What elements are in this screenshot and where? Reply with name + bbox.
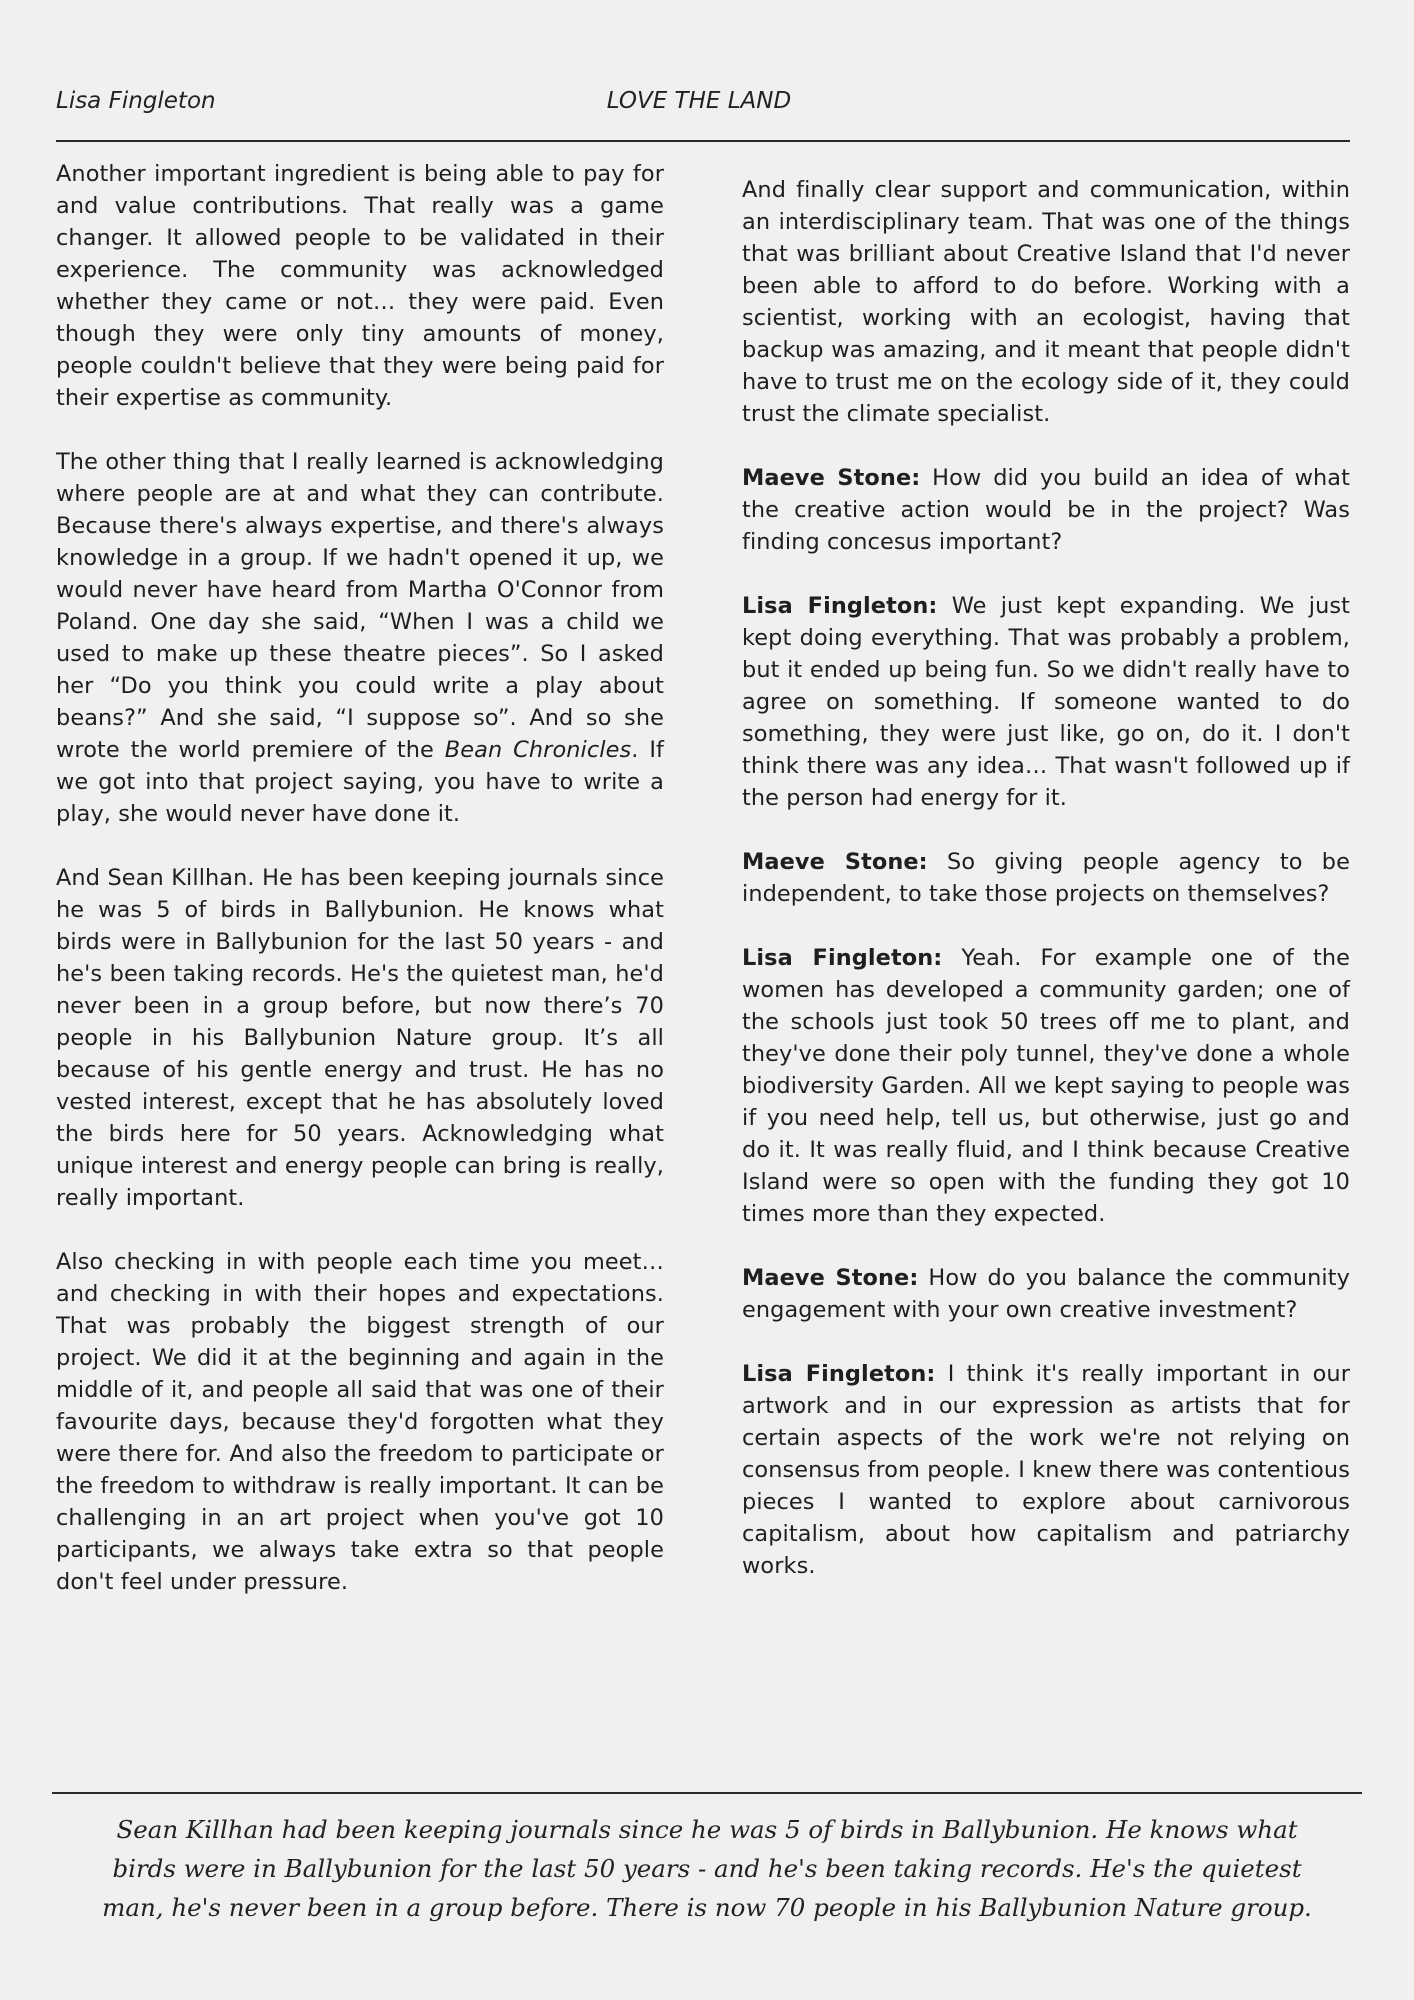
paragraph-text: . If we got into that project saying, you have to write a play, she would never have done it.	[56, 737, 665, 827]
paragraph: Another important ingredient is being able to pay for and value contributions. That really was a game changer. It allowed people to be validated in their experience. The community was acknowledged whether they came or not… they were paid. Even though they were only tiny amounts of money, people couldn't believe that they were being paid for their expertise as community.	[56, 161, 664, 411]
speaker-text: We just kept expanding. We just kept doing everything. That was probably a problem, but it ended up being fun. So we didn't really have to agree on something. If someone wanted to do something, they were just like, go on, do it. I don't think there was any idea… That wasn't followed up if the person had energy for it.	[742, 593, 1351, 811]
speaker-name: Lisa Fingleton:	[742, 1361, 936, 1387]
header-title: LOVE THE LAND	[606, 88, 792, 114]
paragraph: Also checking in with people each time you meet… and checking in with their hopes and expectations. That was probably the biggest strength of our project. We did it at the beginning and again in the middle of it, and people all said that was one of their favourite days, because they'd forgotten what they were there for. And also the freedom to participate or the freedom to withdraw is really important. It can be challenging in an art project when you've got 10 participants, we always take extra so that people don't feel under pressure.	[56, 1249, 664, 1595]
interview-exchange	[742, 846, 1350, 910]
interview-exchange	[742, 1262, 1350, 1326]
speaker-name: Lisa Fingleton:	[742, 593, 938, 619]
speaker-text: I think it's really important in our artwork and in our expression as artists that for certain aspects of the work we're not relying on consensus from people. I knew there was contentious pieces I wanted to explore about carnivorous capitalism, about how capitalism and patriarchy works.	[742, 1361, 1350, 1579]
interview-exchange	[742, 942, 1350, 1230]
interview-exchange	[742, 462, 1350, 558]
page-header	[56, 88, 1350, 124]
interview-exchange	[742, 1358, 1350, 1582]
speaker-text: How did you build an idea of what the creative action would be in the project? Was finding concesus important?	[742, 465, 1350, 555]
right-column	[742, 174, 1350, 1614]
speaker-text: How do you balance the community engagement with your own creative investment?	[742, 1265, 1350, 1323]
play-title: Bean Chronicles	[444, 737, 632, 763]
pull-quote-divider	[52, 1792, 1362, 1794]
paragraph-text: The other thing that I really learned is acknowledging where people are at and what they can contribute. Because there's always expertise, and there's always knowledge in a group. If we hadn't opened it up, we would never have heard from Martha O'Connor from Poland. One day she said, “When I was a child we used to make up these theatre pieces”. So I asked her “Do you think you could write a play about beans?” And she said, “I suppose so”. And so she wrote the world premiere of the	[56, 449, 664, 763]
speaker-name: Lisa Fingleton:	[742, 945, 943, 971]
speaker-text: So giving people agency to be independent, to take those projects on themselves?	[742, 849, 1350, 907]
paragraph	[56, 446, 664, 830]
interview-exchange	[742, 590, 1350, 814]
speaker-name: Maeve Stone:	[742, 849, 928, 875]
speaker-text: Yeah. For example one of the women has developed a community garden; one of the schools just took 50 trees off me to plant, and they've done their poly tunnel, they've done a whole biodiversity Garden. All we kept saying to people was if you need help, tell us, but otherwise, just go and do it. It was really fluid, and I think because Creative Island were so open with the funding they got 10 times more than they expected.	[742, 945, 1350, 1227]
paragraph: And finally clear support and communication, within an interdisciplinary team. That was one of the things that was brilliant about Creative Island that I'd never been able to afford to do before. Working with a scientist, working with an ecologist, having that backup was amazing, and it meant that people didn't have to trust me on the ecology side of it, they could trust the climate specialist.	[742, 177, 1350, 427]
speaker-name: Maeve Stone:	[742, 465, 921, 491]
header-author: Lisa Fingleton	[56, 88, 216, 114]
speaker-name: Maeve Stone:	[742, 1265, 919, 1291]
pull-quote: Sean Killhan had been keeping journals since he was 5 of birds in Ballybunion. He knows what birds were in Ballybunion for the last 50 years - and he's been taking records. He's the quietest man, he's never been in a group before. There is now 70 people in his Ballybunion Nature group.	[102, 1815, 1312, 1922]
paragraph: And Sean Killhan. He has been keeping journals since he was 5 of birds in Ballybunion. He knows what birds were in Ballybunion for the last 50 years - and he's been taking records. He's the quietest man, he'd never been in a group before, but now there’s 70 people in his Ballybunion Nature group. It’s all because of his gentle energy and trust. He has no vested interest, except that he has absolutely loved the birds here for 50 years. Acknowledging what unique interest and energy people can bring is really, really important.	[56, 865, 664, 1211]
header-divider	[56, 140, 1350, 142]
left-column	[56, 158, 664, 1630]
